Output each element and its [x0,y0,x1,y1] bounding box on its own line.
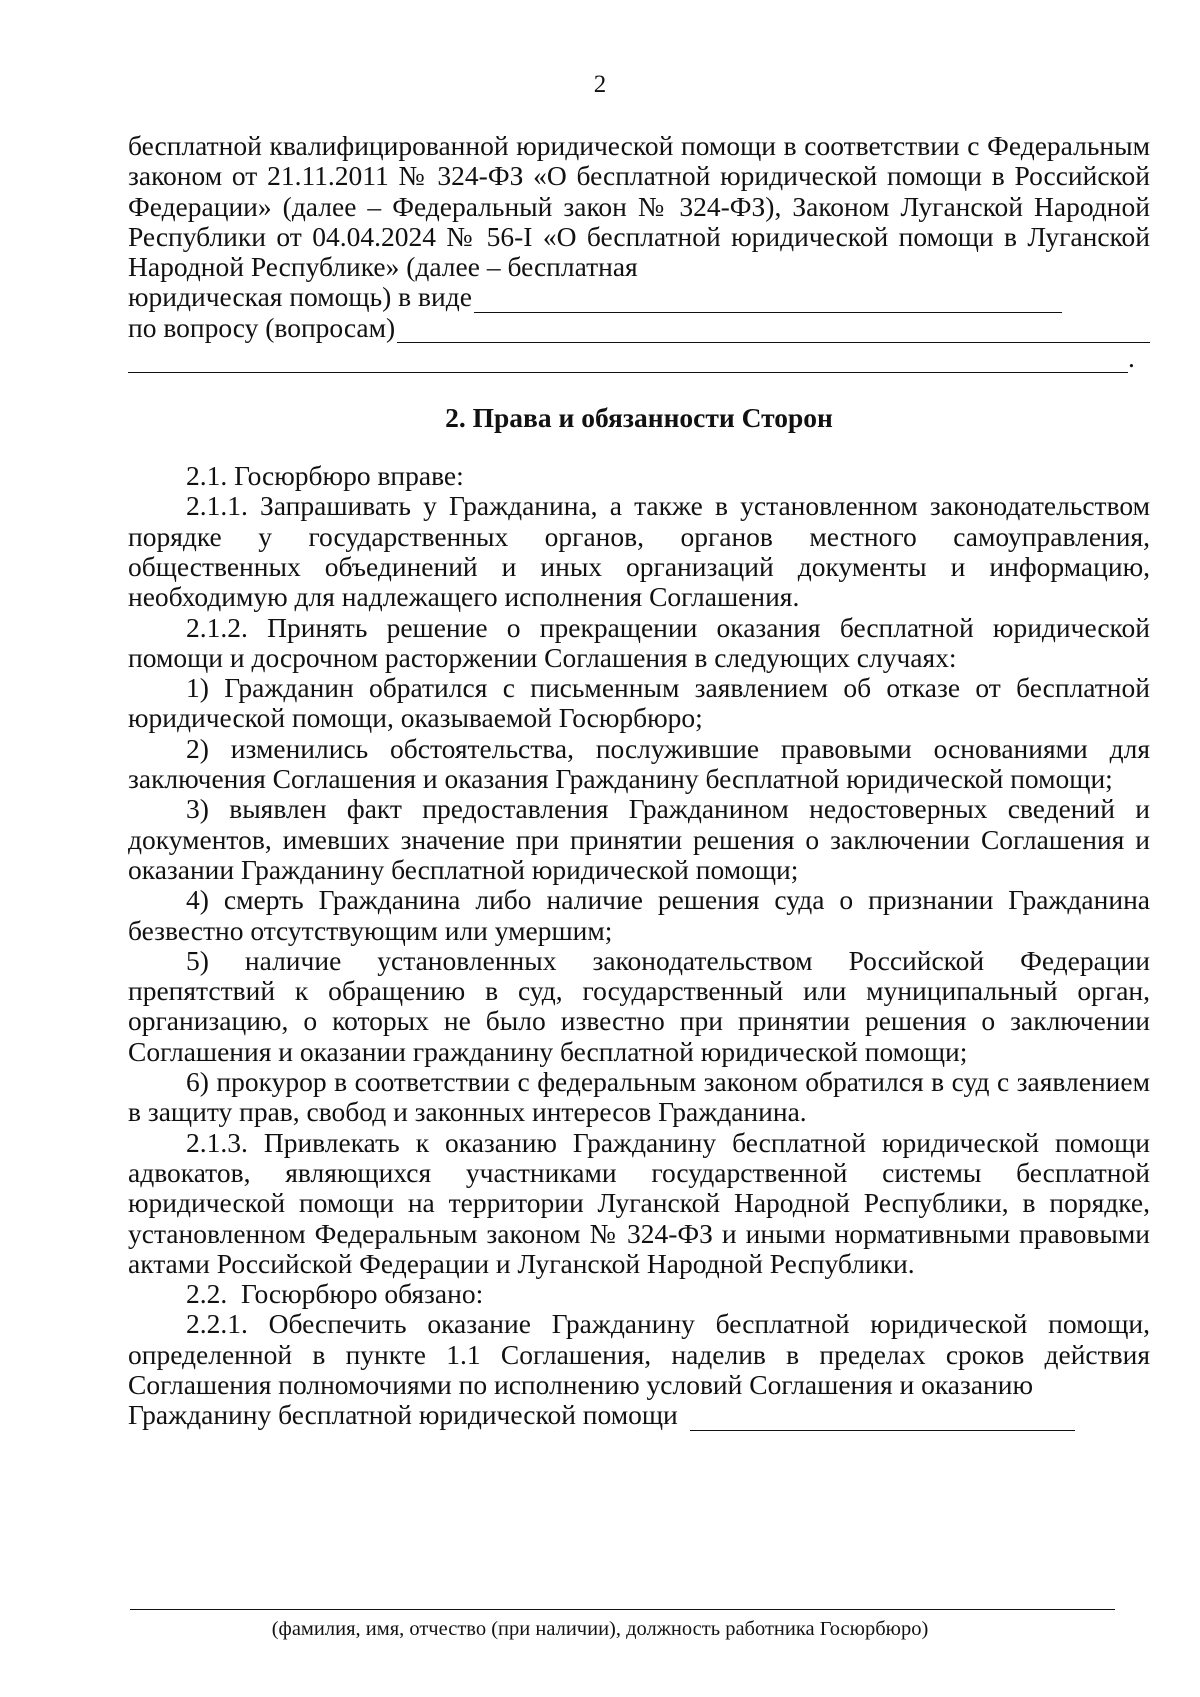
paragraph-2-1-2: 2.1.2. Принять решение о прекращении оказания бесплатной юридической помощи и досрочном расторжении Соглашения в следующих случаях: [128,611,1150,673]
question-label: по вопросу (вопросам) [128,311,396,343]
list-item-6: 6) прокурор в соответствии с федеральным законом обратился в суд с заявлением в защиту прав, свобод и законных интересов Гражданина. [128,1066,1150,1128]
list-item-4: 4) смерть Гражданина либо наличие решения суда о признании Гражданина безвестно отсутствующим или умершим; [128,884,1150,946]
question-continuation-row [128,343,1150,373]
employee-blank[interactable] [690,1404,1075,1431]
assistance-form-blank[interactable] [474,286,1062,313]
paragraph-2-1-3: 2.1.3. Привлекать к оказанию Гражданину бесплатной юридической помощи адвокатов, являющихся участниками государственной системы бесплатной юридической помощи на территории Луганской Народной Республики, в порядке, установленном Федеральным законом № 324-ФЗ и иными нормативными правовыми актами Российской Федерации и Луганской Народной Республики. [128,1126,1150,1279]
question-blank[interactable] [397,316,1150,343]
assistance-form-row [128,282,1150,312]
page-number: 2 [593,71,607,98]
list-item-3: 3) выявлен факт предоставления Гражданином недостоверных сведений и документов, имевших значение при принятии решения о заключении Соглашения и оказании Гражданину бесплатной юридической помощи; [128,793,1150,885]
document-body [128,131,1150,1431]
question-row [128,313,1150,343]
question-continuation-blank[interactable] [128,346,1128,373]
section-heading: 2. Права и обязанности Сторон [445,402,833,434]
paragraph-2-2-1: 2.2.1. Обеспечить оказание Гражданину бесплатной юридической помощи, определенной в пункте 1.1 Соглашения, наделив в пределах сроков действия Соглашения полномочиями по исполнению условий Соглашения и оказанию [128,1308,1150,1400]
signature-caption: (фамилия, имя, отчество (при наличии), должность работника Госюрбюро) [271,1618,929,1640]
employee-name-blank[interactable] [130,1609,1115,1610]
assistance-form-label: юридическая помощь) в виде [128,281,472,313]
employee-row [128,1400,1150,1430]
paragraph-2-1: 2.1. Госюрбюро вправе: [186,460,464,492]
intro-paragraph: бесплатной квалифицированной юридической помощи в соответствии с Федеральным законом от 21.11.2011 № 324-ФЗ «О бесплатной юридической помощи в Российской Федерации» (далее – Федеральный закон № 324-ФЗ), Законом Луганской Народной Республики от 04.04.2024 № 56-I «О бесплатной юридической помощи в Луганской Народной Республике» (далее – бесплатная [128,130,1150,283]
list-item-1: 1) Гражданин обратился с письменным заявлением об отказе от бесплатной юридической помощи, оказываемой Госюрбюро; [128,672,1150,734]
paragraph-2-2: 2.2. Госюрбюро обязано: [186,1278,484,1310]
paragraph-2-1-1: 2.1.1. Запрашивать у Гражданина, а также в установленном законодательством порядке у государственных органов, органов местного самоуправления, общественных объединений и иных организаций документы и информацию, необходимую для надлежащего исполнения Соглашения. [128,490,1150,613]
employee-label: Гражданину бесплатной юридической помощи [128,1399,678,1431]
list-item-2: 2) изменились обстоятельства, послужившие правовыми основаниями для заключения Соглашения и оказания Гражданину бесплатной юридической помощи; [128,732,1150,795]
end-period: . [1128,341,1135,373]
list-item-5: 5) наличие установленных законодательством Российской Федерации препятствий к обращению в суд, государственный или муниципальный орган, организацию, о которых не было известно при принятии решения о заключении Соглашения и оказании гражданину бесплатной юридической помощи; [128,944,1150,1067]
